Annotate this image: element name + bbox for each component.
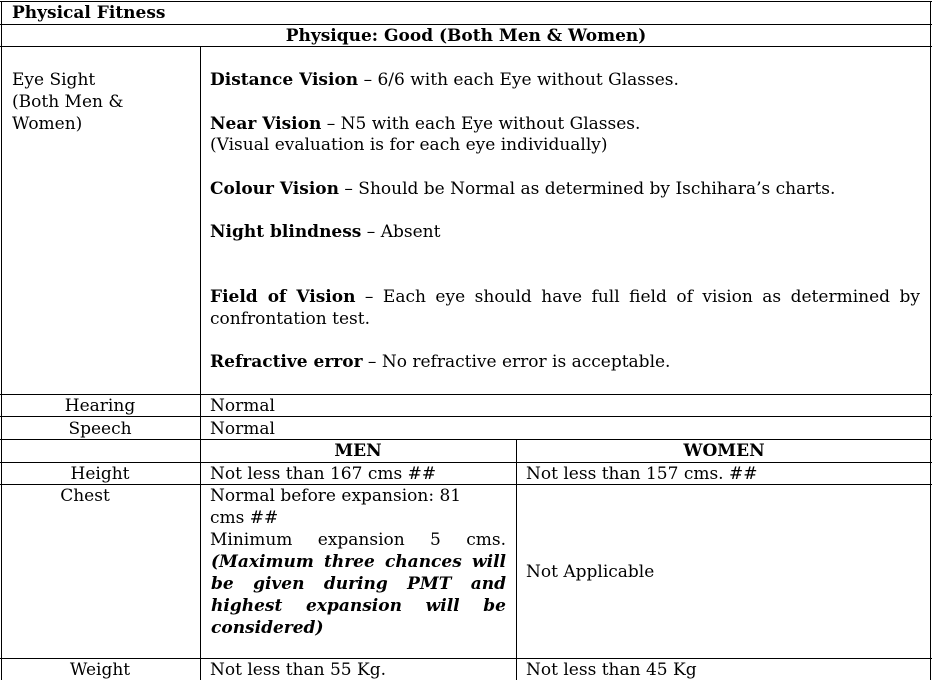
near-vision-text: – N5 with each Eye without Glasses. [321,114,641,134]
speech-label: Speech [68,419,132,439]
table-border-right [930,1,931,680]
chest-men-note: (Maximum three chances will be given during PMT and highest expansion will be considered) [211,552,506,638]
chest-label: Chest [60,486,110,506]
eyesight-label-line: Women) [12,114,83,134]
column-header-women: WOMEN [683,441,765,461]
eyesight-label-line: (Both Men & [12,92,124,112]
refractive-error-text: – No refractive error is acceptable. [362,352,671,372]
chest-men-line: Normal before expansion: 81 [210,486,462,506]
chest-men-line: Minimum expansion 5 cms. [210,530,506,550]
chest-women: Not Applicable [526,562,655,582]
near-vision [210,113,640,135]
column-divider [516,439,517,680]
distance-vision-label: Distance Vision [210,70,359,90]
column-header-men: MEN [334,441,382,461]
hearing-label: Hearing [64,396,136,416]
column-divider [200,46,201,680]
colour-vision [210,178,835,200]
night-blindness-text: – Absent [361,222,441,242]
night-blindness [210,221,440,243]
height-label: Height [70,464,130,484]
distance-vision [210,69,679,91]
physique-header: Physique: Good (Both Men & Women) [285,26,647,46]
weight-label: Weight [69,660,131,680]
speech-value: Normal [210,419,275,439]
field-of-vision-label: Field of Vision [210,287,356,307]
table-border-left [1,1,2,680]
near-vision-label: Near Vision [210,114,322,134]
height-women: Not less than 157 cms. ## [526,464,758,484]
eyesight-label-line: Eye Sight [12,70,96,90]
night-blindness-label: Night blindness [210,222,362,242]
hearing-value: Normal [210,396,275,416]
field-of-vision [210,286,920,330]
near-vision-note: (Visual evaluation is for each eye individually) [210,135,608,155]
refractive-error [210,351,670,373]
section-title: Physical Fitness [12,3,166,23]
chest-men-line: cms ## [210,508,279,528]
weight-women: Not less than 45 Kg [526,660,697,680]
distance-vision-text: – 6/6 with each Eye without Glasses. [358,70,679,90]
field-of-vision-text: – Each eye should have full field of vision as determined by confrontation test. [210,287,920,329]
weight-men: Not less than 55 Kg. [210,660,386,680]
colour-vision-text: – Should be Normal as determined by Ischihara’s charts. [338,179,836,199]
colour-vision-label: Colour Vision [210,179,339,199]
refractive-error-label: Refractive error [210,352,363,372]
height-men: Not less than 167 cms ## [210,464,437,484]
